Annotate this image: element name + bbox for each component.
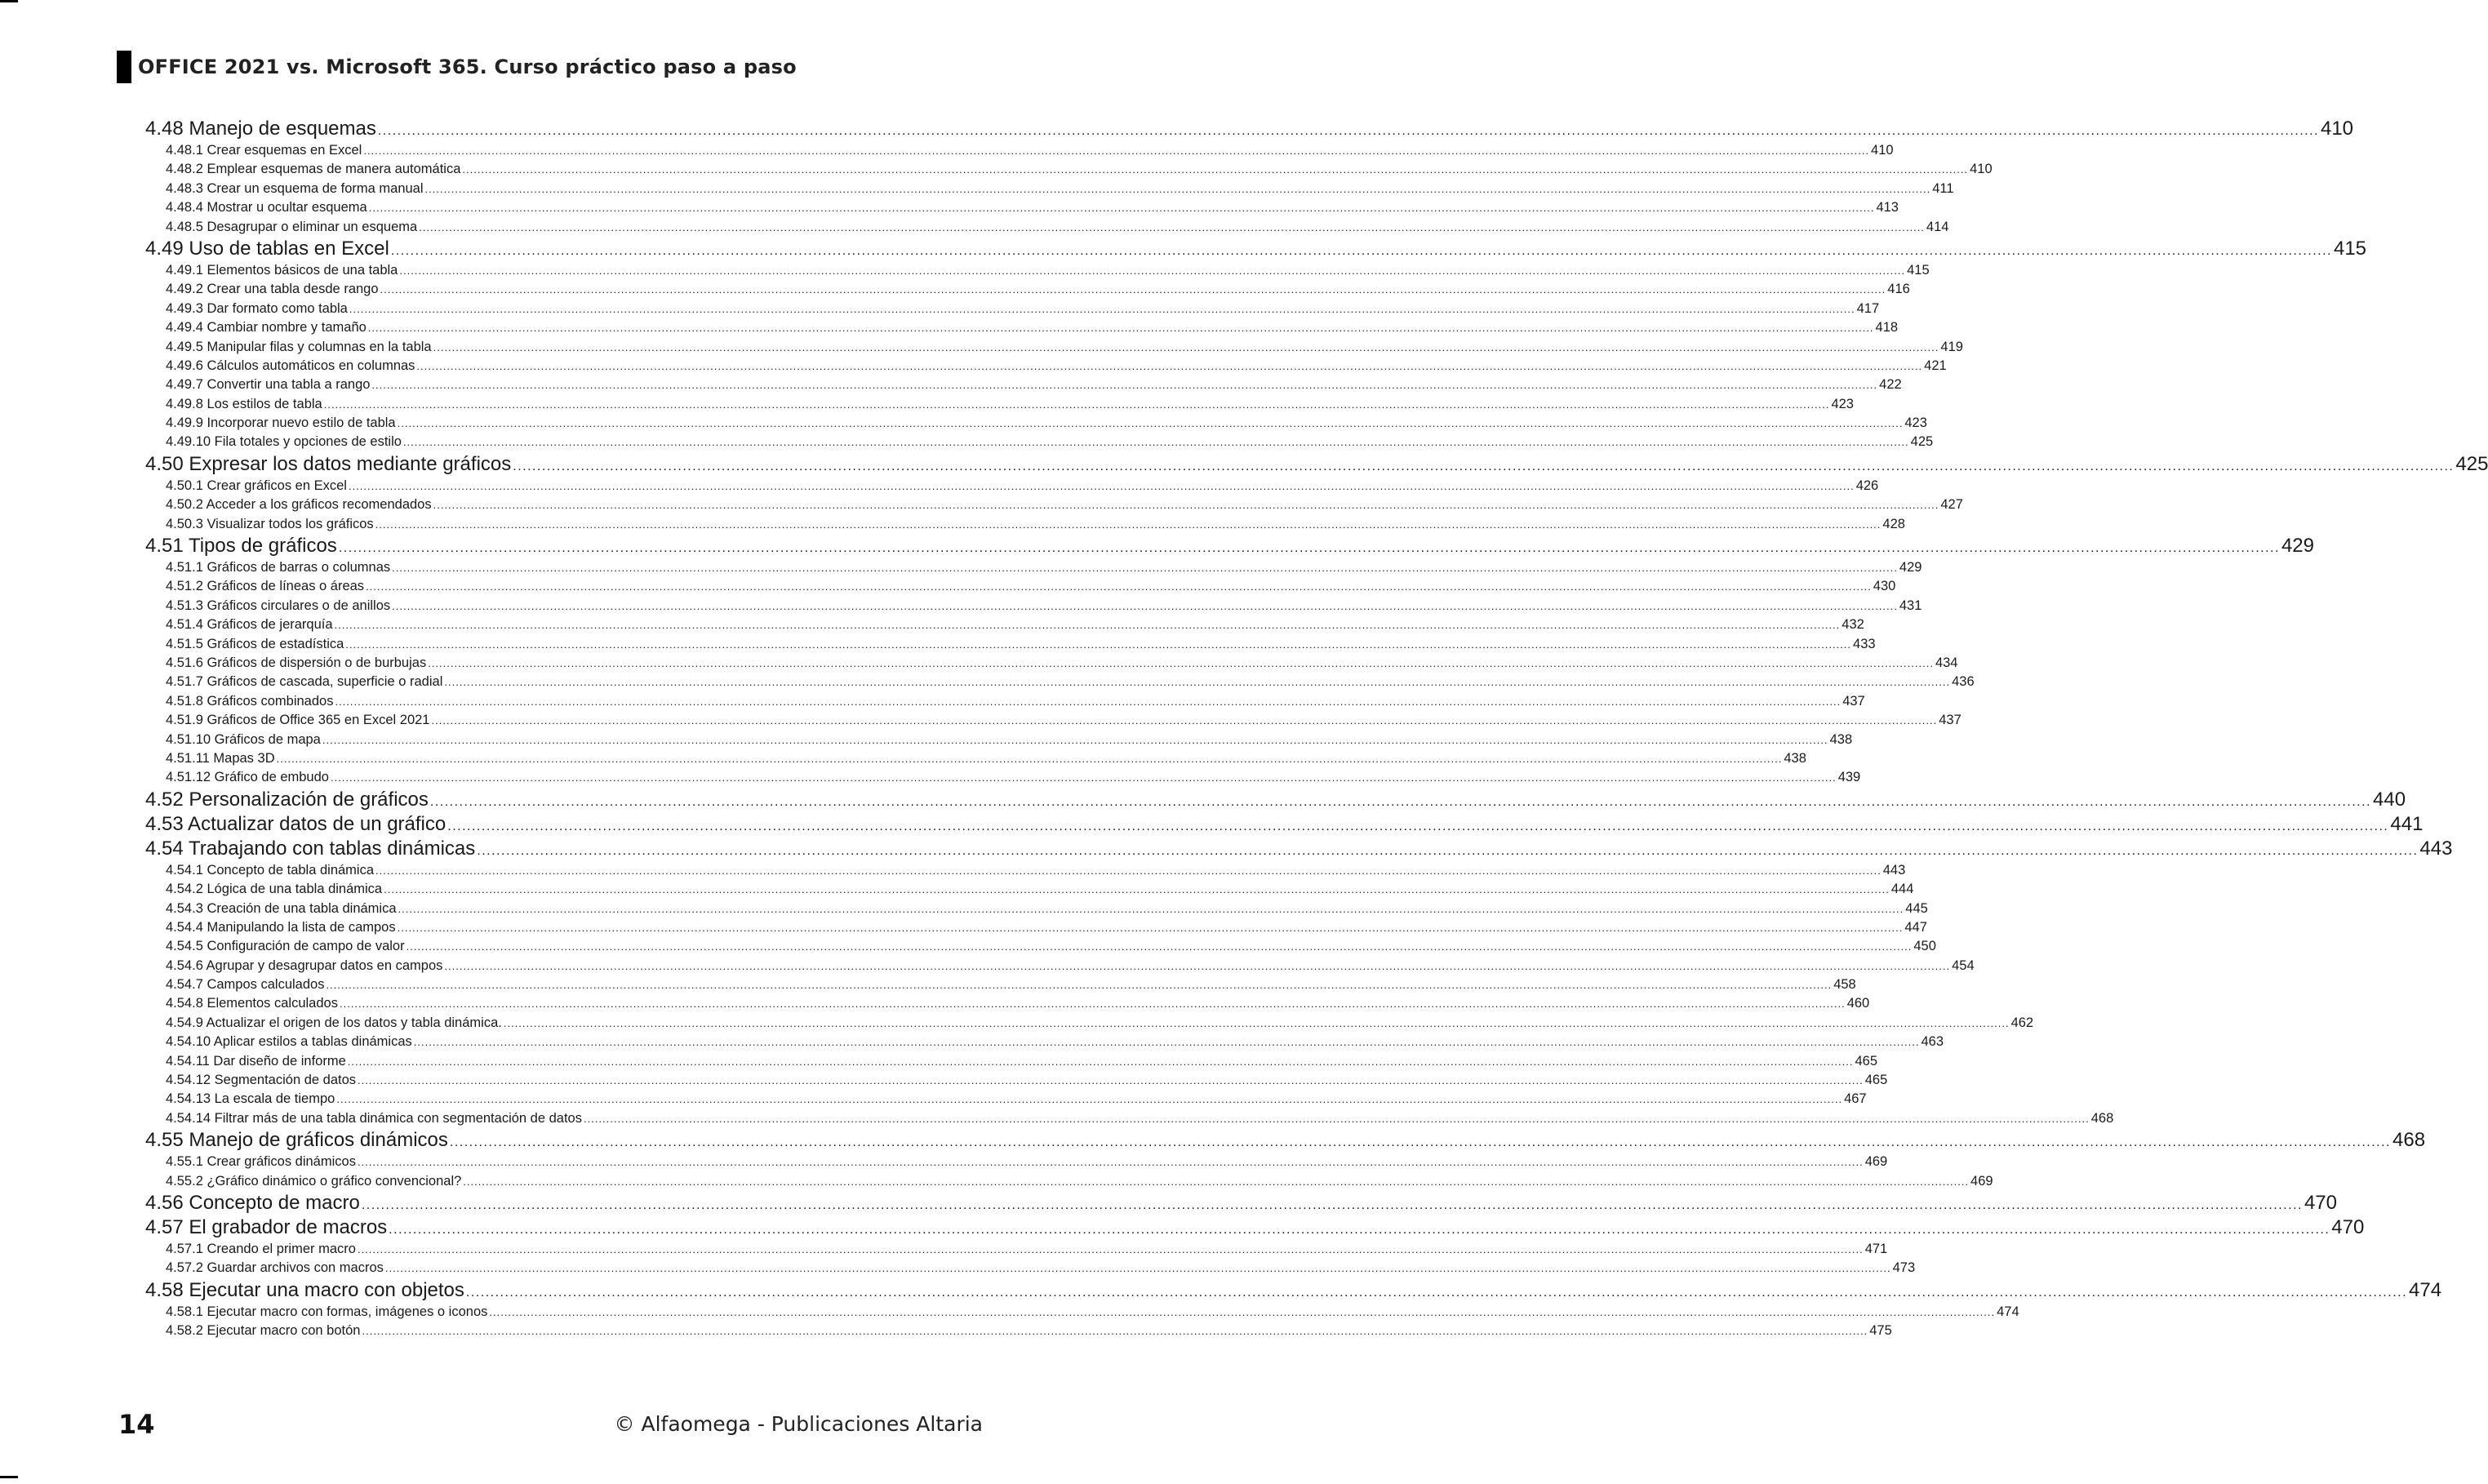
publisher-copyright: © Alfaomega - Publicaciones Altaria (614, 1412, 983, 1436)
toc-entry-page: 427 (1940, 497, 1963, 513)
toc-subsection-entry[interactable] (145, 1240, 1888, 1259)
toc-entry-page: 445 (1905, 900, 1928, 916)
toc-entry-page: 426 (1855, 478, 1879, 493)
toc-dot-leader: ................................................................................................................................................................................................................................................................................................................................................................................................................ (397, 921, 1904, 934)
toc-entry-page: 465 (1855, 1053, 1878, 1069)
toc-subsection-entry[interactable] (145, 635, 1876, 654)
toc-entry-title: 4.49.2 Crear una tabla desde rango (166, 282, 379, 297)
toc-section-entry[interactable] (145, 1278, 2442, 1303)
toc-entry-page: 414 (1926, 219, 1949, 234)
toc-entry-title: 4.58.1 Ejecutar macro con formas, imágenes o iconos (166, 1304, 488, 1319)
toc-entry-title: 4.54.5 Configuración de campo de valor (166, 939, 405, 954)
toc-dot-leader: ................................................................................................................................................................................................................................................................................................................................................................................................................ (389, 1222, 2330, 1237)
toc-entry-title: 4.51 Tipos de gráficos (145, 535, 337, 558)
toc-entry-page: 450 (1913, 939, 1936, 954)
toc-entry-title: 4.51.3 Gráficos circulares o de anillos (166, 598, 391, 613)
toc-subsection-entry[interactable] (145, 300, 1880, 318)
toc-entry-page: 410 (1871, 143, 1894, 158)
toc-entry-page: 437 (1939, 713, 1962, 728)
toc-section-entry[interactable] (145, 1128, 2426, 1153)
toc-dot-leader: ................................................................................................................................................................................................................................................................................................................................................................................................................ (358, 1074, 1864, 1087)
toc-dot-leader: ................................................................................................................................................................................................................................................................................................................................................................................................................ (416, 359, 1923, 372)
toc-entry-title: 4.51.11 Mapas 3D (166, 750, 275, 766)
toc-subsection-entry[interactable] (145, 615, 1864, 634)
toc-entry-title: 4.57.2 Guardar archivos con macros (166, 1260, 384, 1276)
toc-entry-title: 4.48 Manejo de esquemas (145, 118, 376, 140)
toc-dot-leader: ................................................................................................................................................................................................................................................................................................................................................................................................................ (419, 220, 1925, 233)
toc-section-entry[interactable] (145, 837, 2453, 861)
toc-entry-title: 4.58.2 Ejecutar macro con botón (166, 1323, 361, 1339)
toc-entry-title: 4.50.1 Crear gráficos en Excel (166, 478, 347, 493)
toc-entry-page: 470 (2304, 1191, 2337, 1214)
toc-entry-title: 4.49.6 Cálculos automáticos en columnas (166, 358, 415, 373)
toc-dot-leader: ................................................................................................................................................................................................................................................................................................................................................................................................................ (433, 340, 1939, 353)
toc-dot-leader: ................................................................................................................................................................................................................................................................................................................................................................................................................ (322, 733, 1828, 746)
toc-dot-leader: ................................................................................................................................................................................................................................................................................................................................................................................................................ (489, 1305, 1996, 1318)
toc-entry-title: 4.49.4 Cambiar nombre y tamaño (166, 320, 367, 335)
toc-entry-title: 4.54.2 Lógica de una tabla dinámica (166, 882, 383, 897)
toc-entry-page: 432 (1842, 617, 1864, 633)
toc-entry-title: 4.57.1 Creando el primer macro (166, 1241, 356, 1256)
toc-dot-leader: ................................................................................................................................................................................................................................................................................................................................................................................................................ (424, 182, 1931, 195)
toc-entry-page: 430 (1873, 579, 1896, 594)
toc-subsection-entry[interactable] (145, 1090, 1867, 1109)
toc-entry-title: 4.54.8 Elementos calculados (166, 996, 338, 1011)
toc-entry-page: 413 (1876, 200, 1899, 215)
toc-dot-leader: ................................................................................................................................................................................................................................................................................................................................................................................................................ (406, 940, 1913, 953)
toc-entry-title: 4.50 Expresar los datos mediante gráficos (145, 452, 512, 475)
toc-subsection-entry[interactable] (145, 937, 1936, 956)
toc-entry-page: 428 (1882, 516, 1905, 531)
toc-entry-page: 473 (1892, 1260, 1916, 1276)
toc-entry-page: 425 (1910, 434, 1934, 450)
toc-dot-leader: ................................................................................................................................................................................................................................................................................................................................................................................................................ (583, 1112, 2090, 1125)
toc-dot-leader: ................................................................................................................................................................................................................................................................................................................................................................................................................ (276, 752, 1783, 765)
toc-entry-page: 415 (2333, 237, 2367, 260)
toc-dot-leader: ................................................................................................................................................................................................................................................................................................................................................................................................................ (335, 695, 1842, 708)
header-bar-decoration (117, 51, 131, 83)
toc-subsection-entry[interactable] (145, 749, 1806, 768)
toc-entry-page: 468 (2392, 1129, 2426, 1152)
toc-subsection-entry[interactable] (145, 880, 1914, 899)
toc-dot-leader: ................................................................................................................................................................................................................................................................................................................................................................................................................ (397, 417, 1904, 430)
toc-subsection-entry[interactable] (145, 1052, 1878, 1071)
toc-entry-title: 4.54.9 Actualizar el origen de los datos y tabla dinámica. (166, 1015, 502, 1030)
toc-dot-leader: ................................................................................................................................................................................................................................................................................................................................................................................................................ (402, 436, 1909, 449)
toc-entry-title: 4.51.1 Gráficos de barras o columnas (166, 560, 391, 575)
toc-dot-leader: ................................................................................................................................................................................................................................................................................................................................................................................................................ (323, 398, 1830, 411)
toc-dot-leader: ................................................................................................................................................................................................................................................................................................................................................................................................................ (477, 843, 2419, 858)
toc-dot-leader: ................................................................................................................................................................................................................................................................................................................................................................................................................ (371, 379, 1878, 392)
toc-entry-title: 4.48.4 Mostrar u ocultar esquema (166, 200, 367, 215)
toc-dot-leader: ................................................................................................................................................................................................................................................................................................................................................................................................................ (465, 1285, 2408, 1300)
toc-entry-title: 4.54 Trabajando con tablas dinámicas (145, 837, 476, 860)
toc-subsection-entry[interactable] (145, 975, 1856, 994)
table-of-contents (145, 117, 2488, 1341)
toc-entry-page: 429 (2281, 535, 2314, 558)
toc-subsection-entry[interactable] (145, 994, 1870, 1013)
toc-entry-title: 4.51.8 Gráficos combinados (166, 693, 334, 709)
toc-entry-title: 4.48.1 Crear esquemas en Excel (166, 143, 362, 158)
toc-entry-title: 4.56 Concepto de macro (145, 1191, 360, 1214)
toc-subsection-entry[interactable] (145, 218, 1949, 237)
toc-subsection-entry[interactable] (145, 261, 1930, 280)
toc-entry-title: 4.48.2 Emplear esquemas de manera automática (166, 162, 461, 177)
toc-entry-page: 421 (1924, 358, 1947, 373)
toc-entry-page: 443 (1882, 862, 1906, 878)
toc-dot-leader: ................................................................................................................................................................................................................................................................................................................................................................................................................ (339, 997, 1846, 1011)
toc-entry-page: 431 (1899, 598, 1922, 613)
toc-entry-page: 458 (1833, 977, 1856, 993)
toc-entry-page: 410 (1970, 162, 1993, 177)
toc-dot-leader: ................................................................................................................................................................................................................................................................................................................................................................................................................ (345, 638, 1852, 651)
toc-dot-leader: ................................................................................................................................................................................................................................................................................................................................................................................................................ (444, 959, 1951, 972)
toc-dot-leader: ................................................................................................................................................................................................................................................................................................................................................................................................................ (429, 794, 2371, 809)
toc-dot-leader: ................................................................................................................................................................................................................................................................................................................................................................................................................ (390, 243, 2332, 258)
toc-entry-title: 4.54.11 Dar diseño de informe (166, 1053, 346, 1069)
toc-entry-page: 475 (1869, 1323, 1892, 1339)
toc-dot-leader: ................................................................................................................................................................................................................................................................................................................................................................................................................ (357, 1156, 1864, 1169)
toc-subsection-entry[interactable] (145, 495, 1963, 514)
toc-entry-page: 469 (1864, 1154, 1888, 1170)
toc-subsection-entry[interactable] (145, 357, 1947, 375)
toc-entry-title: 4.49.10 Fila totales y opciones de estilo (166, 434, 402, 450)
toc-entry-page: 410 (2320, 118, 2354, 140)
toc-entry-page: 462 (2010, 1015, 2034, 1030)
toc-entry-page: 434 (1935, 655, 1958, 670)
toc-dot-leader: ................................................................................................................................................................................................................................................................................................................................................................................................................ (413, 1036, 1920, 1049)
toc-subsection-entry[interactable] (145, 515, 1905, 534)
toc-entry-page: 438 (1829, 731, 1853, 747)
toc-section-entry[interactable] (145, 534, 2314, 558)
toc-entry-page: 436 (1952, 674, 1975, 690)
toc-entry-page: 438 (1784, 750, 1806, 766)
toc-dot-leader: ................................................................................................................................................................................................................................................................................................................................................................................................................ (428, 656, 1934, 669)
toc-dot-leader: ................................................................................................................................................................................................................................................................................................................................................................................................................ (377, 124, 2319, 138)
toc-entry-page: 467 (1844, 1091, 1867, 1107)
toc-subsection-entry[interactable] (145, 918, 1927, 937)
toc-dot-leader: ................................................................................................................................................................................................................................................................................................................................................................................................................ (399, 264, 1906, 277)
toc-entry-page: 471 (1864, 1241, 1888, 1256)
toc-entry-page: 474 (1997, 1304, 2019, 1319)
toc-dot-leader: ................................................................................................................................................................................................................................................................................................................................................................................................................ (336, 1093, 1843, 1106)
toc-entry-page: 469 (1970, 1173, 1993, 1189)
toc-entry-title: 4.55 Manejo de gráficos dinámicos (145, 1129, 448, 1152)
toc-dot-leader: ................................................................................................................................................................................................................................................................................................................................................................................................................ (367, 322, 1874, 335)
toc-dot-leader: ................................................................................................................................................................................................................................................................................................................................................................................................................ (431, 714, 1938, 727)
toc-entry-title: 4.54.10 Aplicar estilos a tablas dinámicas (166, 1034, 412, 1050)
toc-entry-title: 4.49.3 Dar formato como tabla (166, 300, 348, 316)
toc-dot-leader: ................................................................................................................................................................................................................................................................................................................................................................................................................ (447, 819, 2389, 833)
toc-entry-page: 437 (1842, 693, 1865, 709)
toc-entry-title: 4.54.14 Filtrar más de una tabla dinámica con segmentación de datos (166, 1110, 582, 1126)
toc-dot-leader: ................................................................................................................................................................................................................................................................................................................................................................................................................ (363, 144, 1870, 157)
toc-subsection-entry[interactable] (145, 180, 1954, 198)
toc-subsection-entry[interactable] (145, 318, 1899, 337)
book-title: OFFICE 2021 vs. Microsoft 365. Curso práctico paso a paso (138, 56, 797, 78)
toc-entry-title: 4.58 Ejecutar una macro con objetos (145, 1278, 464, 1301)
toc-entry-page: 465 (1864, 1073, 1888, 1088)
toc-dot-leader: ................................................................................................................................................................................................................................................................................................................................................................................................................ (368, 202, 1875, 215)
page-number: 14 (118, 1409, 155, 1440)
toc-dot-leader: ................................................................................................................................................................................................................................................................................................................................................................................................................ (463, 1175, 1970, 1188)
toc-entry-page: 417 (1856, 300, 1880, 316)
toc-entry-page: 419 (1940, 339, 1963, 354)
toc-subsection-entry[interactable] (145, 900, 1928, 918)
toc-subsection-entry[interactable] (145, 433, 1934, 451)
toc-dot-leader: ................................................................................................................................................................................................................................................................................................................................................................................................................ (338, 541, 2280, 556)
toc-dot-leader: ................................................................................................................................................................................................................................................................................................................................................................................................................ (462, 163, 1969, 176)
toc-dot-leader: ................................................................................................................................................................................................................................................................................................................................................................................................................ (392, 599, 1898, 612)
toc-subsection-entry[interactable] (145, 597, 1922, 615)
toc-subsection-entry[interactable] (145, 280, 1910, 299)
toc-section-entry[interactable] (145, 237, 2367, 261)
toc-entry-page: 440 (2373, 788, 2406, 811)
toc-subsection-entry[interactable] (145, 768, 1861, 787)
toc-dot-leader: ................................................................................................................................................................................................................................................................................................................................................................................................................ (433, 499, 1939, 512)
toc-dot-leader: ................................................................................................................................................................................................................................................................................................................................................................................................................ (366, 580, 1872, 593)
toc-entry-page: 460 (1846, 996, 1870, 1011)
toc-subsection-entry[interactable] (145, 731, 1853, 749)
toc-dot-leader: ................................................................................................................................................................................................................................................................................................................................................................................................................ (357, 1242, 1864, 1255)
toc-section-entry[interactable] (145, 452, 2488, 477)
toc-entry-title: 4.48.5 Desagrupar o eliminar un esquema (166, 219, 418, 234)
crop-mark-bottom (0, 1476, 18, 1478)
running-header (117, 51, 797, 83)
toc-subsection-entry[interactable] (145, 1322, 1892, 1340)
toc-entry-title: 4.53 Actualizar datos de un gráfico (145, 812, 447, 835)
toc-dot-leader: ................................................................................................................................................................................................................................................................................................................................................................................................................ (347, 1055, 1854, 1068)
toc-subsection-entry[interactable] (145, 198, 1899, 217)
toc-subsection-entry[interactable] (145, 577, 1896, 596)
toc-dot-leader: ................................................................................................................................................................................................................................................................................................................................................................................................................ (513, 459, 2455, 473)
toc-dot-leader: ................................................................................................................................................................................................................................................................................................................................................................................................................ (330, 771, 1837, 784)
toc-entry-title: 4.54.4 Manipulando la lista de campos (166, 919, 396, 935)
toc-subsection-entry[interactable] (145, 673, 1975, 691)
toc-entry-title: 4.50.3 Visualizar todos los gráficos (166, 516, 374, 531)
toc-entry-title: 4.49.7 Convertir una tabla a rango (166, 377, 371, 393)
toc-subsection-entry[interactable] (145, 861, 1906, 880)
toc-entry-title: 4.49.5 Manipular filas y columnas en la tabla (166, 339, 432, 354)
toc-entry-title: 4.51.6 Gráficos de dispersión o de burbujas (166, 655, 427, 670)
toc-entry-title: 4.54.13 La escala de tiempo (166, 1091, 335, 1107)
toc-entry-page: 463 (1921, 1034, 1944, 1050)
toc-entry-title: 4.54.1 Concepto de tabla dinámica (166, 862, 375, 878)
toc-entry-page: 443 (2419, 837, 2453, 860)
toc-dot-leader: ................................................................................................................................................................................................................................................................................................................................................................................................................ (449, 1135, 2391, 1150)
toc-entry-page: 474 (2409, 1278, 2442, 1301)
toc-dot-leader: ................................................................................................................................................................................................................................................................................................................................................................................................................ (326, 979, 1833, 992)
toc-entry-title: 4.50.2 Acceder a los gráficos recomendados (166, 497, 432, 513)
toc-dot-leader: ................................................................................................................................................................................................................................................................................................................................................................................................................ (398, 902, 1904, 915)
toc-dot-leader: ................................................................................................................................................................................................................................................................................................................................................................................................................ (334, 619, 1841, 632)
toc-subsection-entry[interactable] (145, 1153, 1888, 1171)
toc-entry-page: 422 (1879, 377, 1902, 393)
toc-subsection-entry[interactable] (145, 1109, 2114, 1128)
toc-subsection-entry[interactable] (145, 711, 1962, 730)
toc-subsection-entry[interactable] (145, 1014, 2034, 1033)
toc-subsection-entry[interactable] (145, 1033, 1944, 1051)
toc-entry-title: 4.57 El grabador de macros (145, 1215, 388, 1238)
toc-dot-leader: ................................................................................................................................................................................................................................................................................................................................................................................................................ (361, 1197, 2303, 1212)
toc-entry-title: 4.55.1 Crear gráficos dinámicos (166, 1154, 356, 1170)
toc-subsection-entry[interactable] (145, 414, 1927, 433)
toc-subsection-entry[interactable] (145, 477, 1879, 495)
toc-dot-leader: ................................................................................................................................................................................................................................................................................................................................................................................................................ (503, 1016, 2010, 1029)
toc-entry-page: 415 (1907, 262, 1930, 278)
crop-mark-top (0, 0, 18, 2)
toc-subsection-entry[interactable] (145, 375, 1902, 394)
toc-section-entry[interactable] (145, 812, 2424, 837)
toc-entry-page: 433 (1853, 636, 1876, 651)
toc-dot-leader: ................................................................................................................................................................................................................................................................................................................................................................................................................ (375, 518, 1882, 531)
toc-entry-page: 411 (1932, 180, 1954, 196)
toc-entry-title: 4.51.2 Gráficos de líneas o áreas (166, 579, 365, 594)
toc-dot-leader: ................................................................................................................................................................................................................................................................................................................................................................................................................ (348, 479, 1855, 492)
toc-subsection-entry[interactable] (145, 1259, 1916, 1277)
toc-entry-title: 4.54.6 Agrupar y desagrupar datos en campos (166, 957, 443, 973)
toc-entry-page: 447 (1904, 919, 1927, 935)
toc-entry-title: 4.49.8 Los estilos de tabla (166, 396, 322, 411)
toc-entry-page: 418 (1875, 320, 1899, 335)
toc-section-entry[interactable] (145, 117, 2354, 141)
toc-entry-page: 441 (2390, 812, 2424, 835)
toc-entry-title: 4.55.2 ¿Gráfico dinámico o gráfico convencional? (166, 1173, 462, 1189)
toc-entry-title: 4.51.9 Gráficos de Office 365 en Excel 2021 (166, 713, 430, 728)
toc-subsection-entry[interactable] (145, 1303, 2019, 1322)
toc-subsection-entry[interactable] (145, 558, 1922, 577)
toc-entry-page: 425 (2455, 452, 2488, 475)
toc-entry-title: 4.51.7 Gráficos de cascada, superficie o radial (166, 674, 443, 690)
toc-dot-leader: ................................................................................................................................................................................................................................................................................................................................................................................................................ (384, 1262, 1891, 1275)
toc-entry-page: 468 (2090, 1110, 2114, 1126)
toc-entry-title: 4.49.1 Elementos básicos de una tabla (166, 262, 398, 278)
toc-entry-title: 4.51.10 Gráficos de mapa (166, 731, 321, 747)
toc-subsection-entry[interactable] (145, 1071, 1888, 1090)
toc-section-entry[interactable] (145, 788, 2406, 812)
toc-subsection-entry[interactable] (145, 957, 1975, 975)
toc-dot-leader: ................................................................................................................................................................................................................................................................................................................................................................................................................ (349, 302, 1855, 315)
toc-entry-page: 454 (1952, 957, 1975, 973)
toc-subsection-entry[interactable] (145, 160, 1993, 179)
toc-entry-page: 423 (1904, 415, 1927, 431)
toc-subsection-entry[interactable] (145, 1172, 1993, 1191)
toc-subsection-entry[interactable] (145, 395, 1854, 414)
toc-subsection-entry[interactable] (145, 141, 1894, 160)
toc-entry-page: 429 (1899, 560, 1922, 575)
toc-dot-leader: ................................................................................................................................................................................................................................................................................................................................................................................................................ (444, 676, 1951, 689)
toc-entry-title: 4.51.12 Gráfico de embudo (166, 770, 329, 785)
toc-entry-title: 4.49 Uso de tablas en Excel (145, 237, 389, 260)
toc-entry-title: 4.48.3 Crear un esquema de forma manual (166, 180, 424, 196)
toc-dot-leader: ................................................................................................................................................................................................................................................................................................................................................................................................................ (384, 883, 1890, 896)
toc-dot-leader: ................................................................................................................................................................................................................................................................................................................................................................................................................ (362, 1325, 1868, 1338)
toc-entry-page: 444 (1890, 882, 1914, 897)
toc-entry-title: 4.54.3 Creación de una tabla dinámica (166, 900, 397, 916)
toc-entry-title: 4.52 Personalización de gráficos (145, 788, 429, 811)
toc-dot-leader: ................................................................................................................................................................................................................................................................................................................................................................................................................ (392, 562, 1898, 575)
toc-entry-page: 439 (1837, 770, 1861, 785)
toc-entry-title: 4.49.9 Incorporar nuevo estilo de tabla (166, 415, 396, 431)
toc-entry-page: 423 (1831, 396, 1854, 411)
toc-section-entry[interactable] (145, 1215, 2365, 1240)
toc-subsection-entry[interactable] (145, 654, 1958, 673)
toc-entry-title: 4.54.7 Campos calculados (166, 977, 325, 993)
toc-entry-title: 4.51.5 Gráficos de estadística (166, 636, 344, 651)
toc-subsection-entry[interactable] (145, 692, 1865, 711)
toc-dot-leader: ................................................................................................................................................................................................................................................................................................................................................................................................................ (380, 283, 1886, 296)
toc-entry-title: 4.54.12 Segmentación de datos (166, 1073, 357, 1088)
toc-entry-title: 4.51.4 Gráficos de jerarquía (166, 617, 333, 633)
toc-section-entry[interactable] (145, 1191, 2337, 1215)
toc-entry-page: 470 (2331, 1215, 2365, 1238)
toc-subsection-entry[interactable] (145, 338, 1963, 357)
toc-dot-leader: ................................................................................................................................................................................................................................................................................................................................................................................................................ (375, 864, 1882, 877)
toc-entry-page: 416 (1887, 282, 1910, 297)
